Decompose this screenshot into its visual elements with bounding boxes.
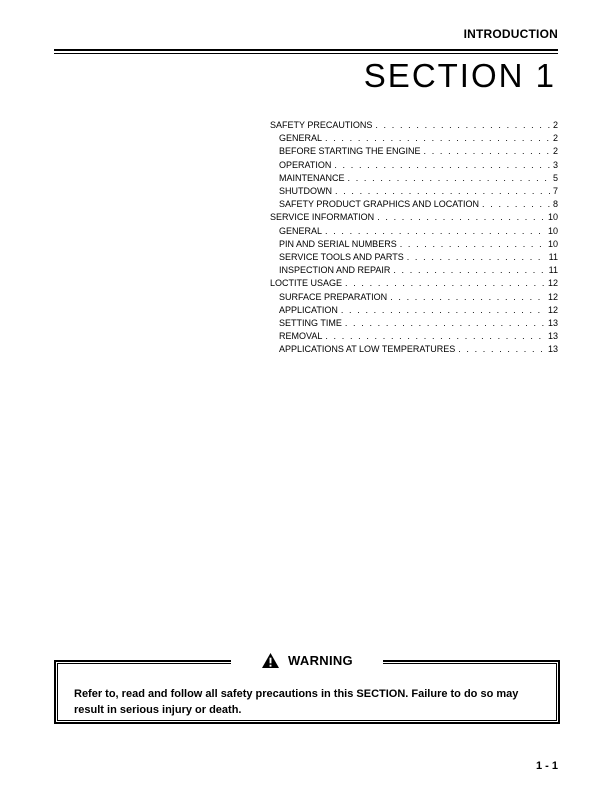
toc-entry [270, 304, 558, 317]
header-rule-thin [54, 53, 558, 54]
toc-entry [270, 198, 558, 211]
toc-entry-page: 8 [552, 199, 558, 210]
toc-entry-label: MAINTENANCE [279, 172, 345, 183]
toc-entry-label: PIN AND SERIAL NUMBERS [279, 238, 397, 249]
warning-label: WARNING [288, 652, 353, 668]
toc-entry-label: SERVICE TOOLS AND PARTS [279, 252, 404, 263]
toc-leader-dots [348, 172, 550, 185]
toc-entry-page: 11 [548, 252, 558, 263]
table-of-contents [270, 119, 558, 357]
toc-entry-page: 2 [552, 133, 558, 144]
toc-entry [270, 238, 558, 251]
header-rule-thick [54, 49, 558, 51]
toc-entry-page: 11 [548, 265, 558, 276]
warning-box [54, 652, 560, 724]
toc-entry-label: OPERATION [279, 159, 332, 170]
toc-entry-page: 10 [547, 212, 558, 223]
toc-entry [270, 277, 558, 290]
toc-entry-page: 2 [552, 146, 558, 157]
section-title: SECTION 1 [363, 57, 556, 94]
toc-entry-label: SURFACE PREPARATION [279, 291, 388, 302]
toc-entry-page: 12 [547, 304, 558, 315]
toc-leader-dots [424, 145, 550, 158]
toc-entry [270, 330, 558, 343]
toc-entry-label: GENERAL [279, 225, 323, 236]
toc-entry-page: 3 [552, 159, 558, 170]
toc-entry [270, 185, 558, 198]
page-number: 1 - 1 [535, 760, 558, 772]
toc-entry [270, 291, 558, 304]
toc-entry-label: SAFETY PRODUCT GRAPHICS AND LOCATION [279, 199, 480, 210]
warning-text: Refer to, read and follow all safety precautions in this SECTION. Failure to do so may result in serious injury or death. [74, 688, 519, 716]
toc-leader-dots [407, 251, 546, 264]
toc-entry-page: 5 [552, 172, 558, 183]
toc-leader-dots [377, 211, 545, 224]
toc-entry-label: SAFETY PRECAUTIONS [270, 120, 373, 130]
toc-entry-page: 12 [547, 278, 558, 289]
toc-entry-page: 10 [547, 238, 558, 249]
toc-entry [270, 225, 558, 238]
toc-entry-label: SERVICE INFORMATION [270, 212, 375, 223]
toc-entry-page: 7 [552, 186, 558, 197]
toc-entry [270, 119, 558, 132]
toc-entry [270, 264, 558, 277]
warning-triangle-icon [261, 652, 280, 669]
toc-leader-dots [341, 304, 545, 317]
toc-leader-dots [393, 264, 545, 277]
toc-entry-page: 13 [547, 344, 558, 355]
warning-box-inner [57, 652, 557, 721]
toc-entry-page: 12 [547, 291, 558, 302]
toc-leader-dots [334, 159, 550, 172]
running-header-title: INTRODUCTION [463, 27, 558, 41]
toc-entry-page: 10 [547, 225, 558, 236]
toc-leader-dots [390, 291, 545, 304]
toc-leader-dots [458, 343, 545, 356]
toc-leader-dots [325, 132, 550, 145]
toc-leader-dots [345, 317, 545, 330]
toc-entry [270, 343, 558, 356]
toc-entry-label: REMOVAL [279, 331, 323, 342]
toc-entry-label: BEFORE STARTING THE ENGINE [279, 146, 421, 157]
toc-entry [270, 145, 558, 158]
toc-leader-dots [345, 277, 545, 290]
toc-entry [270, 317, 558, 330]
toc-leader-dots [482, 198, 550, 211]
toc-entry [270, 159, 558, 172]
toc-entry [270, 172, 558, 185]
toc-leader-dots [325, 330, 545, 343]
toc-entry-page: 13 [547, 318, 558, 329]
toc-entry [270, 251, 558, 264]
toc-entry-label: SHUTDOWN [279, 186, 332, 197]
toc-leader-dots [375, 119, 550, 132]
toc-entry-label: APPLICATIONS AT LOW TEMPERATURES [279, 344, 456, 355]
toc-entry-label: GENERAL [279, 133, 323, 144]
toc-entry [270, 211, 558, 224]
toc-entry-label: SETTING TIME [279, 318, 342, 329]
toc-leader-dots [335, 185, 550, 198]
toc-entry-label: APPLICATION [279, 304, 338, 315]
toc-entry-label: INSPECTION AND REPAIR [279, 265, 391, 276]
toc-leader-dots [400, 238, 545, 251]
toc-leader-dots [325, 225, 545, 238]
toc-entry-page: 13 [547, 331, 558, 342]
toc-entry [270, 132, 558, 145]
warning-header-label-group [231, 651, 383, 669]
toc-entry-page: 2 [552, 120, 558, 130]
warning-header [58, 651, 556, 669]
toc-entry-label: LOCTITE USAGE [270, 278, 343, 289]
